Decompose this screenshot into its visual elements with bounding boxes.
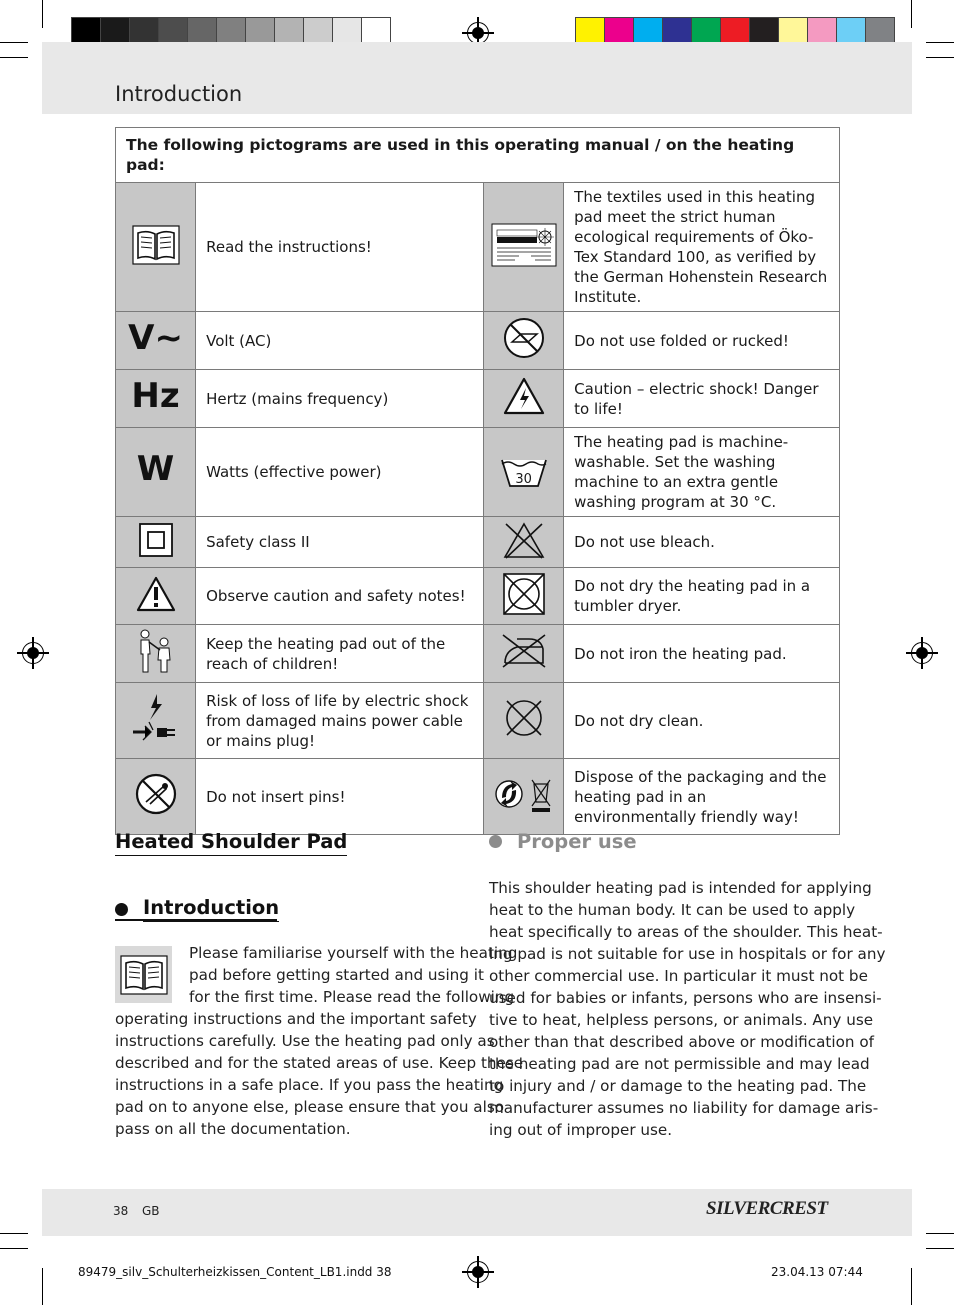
- pictogram-description: Do not use folded or rucked!: [564, 312, 840, 370]
- product-title: Heated Shoulder Pad: [115, 830, 347, 856]
- proper-use-paragraph-line: other commercial use. In particular it must not be: [489, 967, 868, 985]
- registration-mark-icon: [467, 22, 489, 44]
- table-row: [116, 370, 840, 428]
- no-pins-icon: [116, 759, 196, 835]
- no-iron-icon: [484, 625, 564, 683]
- table-row: [116, 183, 840, 312]
- damaged-cable-icon: [116, 683, 196, 759]
- intro-paragraph-line: Please familiarise yourself with the heating: [189, 944, 518, 962]
- proper-use-paragraph-line: other than that described above or modification of: [489, 1033, 874, 1051]
- crop-mark: [926, 1248, 954, 1249]
- crop-mark: [911, 0, 912, 28]
- crop-mark: [926, 57, 954, 58]
- page-title: Introduction: [115, 82, 243, 106]
- proper-use-paragraph-line: ing pad is not suitable for use in hospitals or for any: [489, 945, 886, 963]
- intro-paragraph-line: instructions in a safe place. If you pass the heating: [115, 1076, 504, 1094]
- crop-mark: [926, 42, 954, 43]
- intro-paragraph-line: instructions carefully. Use the heating pad only as: [115, 1032, 495, 1050]
- bullet-icon: [489, 835, 502, 848]
- pictogram-table: [115, 127, 840, 835]
- proper-use-paragraph-line: the heating pad are not permissible and may lead: [489, 1055, 870, 1073]
- registration-mark-icon: [467, 1261, 489, 1283]
- keep-from-children-icon: [116, 625, 196, 683]
- hertz-icon: Hz: [116, 370, 196, 428]
- safety-class-ii-icon: [116, 517, 196, 568]
- proper-use-paragraph-line: ing out of improper use.: [489, 1121, 673, 1139]
- table-heading: The following pictograms are used in this operating manual / on the heating pad:: [116, 128, 840, 183]
- table-row: [116, 428, 840, 517]
- crop-mark: [0, 42, 28, 43]
- table-row: [116, 312, 840, 370]
- pictogram-description: Risk of loss of life by electric shock from damaged mains power cable or mains plug!: [196, 683, 484, 759]
- crop-mark: [42, 0, 43, 28]
- bullet-icon: [115, 903, 128, 916]
- proper-use-paragraph-line: tive to heat, helpless persons, or animals. Any use: [489, 1011, 874, 1029]
- intro-heading: Introduction: [115, 896, 279, 922]
- table-row: [116, 683, 840, 759]
- slug-date: 23.04.13 07:44: [771, 1265, 863, 1279]
- slug-filename: 89479_silv_Schulterheizkissen_Content_LB1.indd 38: [78, 1265, 392, 1279]
- no-folding-icon: [484, 312, 564, 370]
- pictogram-description: Do not iron the heating pad.: [564, 625, 840, 683]
- table-row: [116, 517, 840, 568]
- crop-mark: [0, 1233, 28, 1234]
- proper-use-paragraph-line: heat to the human body. It can be used to apply: [489, 901, 856, 919]
- pictogram-description: The textiles used in this heating pad meet the strict human ecological requirements of Öko-Tex Standard 100, as verified by the German Hohenstein Research Institute.: [564, 183, 840, 312]
- volt-ac-icon: V~: [116, 312, 196, 370]
- proper-use-paragraph-line: manufacturer assumes no liability for damage aris-: [489, 1099, 879, 1117]
- watts-icon: W: [116, 428, 196, 517]
- registration-mark-icon: [911, 642, 933, 664]
- pictogram-description: Safety class II: [196, 517, 484, 568]
- book-icon: [116, 183, 196, 312]
- recycle-dispose-icon: [484, 759, 564, 835]
- pictogram-description: Hertz (mains frequency): [196, 370, 484, 428]
- crop-mark: [911, 1268, 912, 1305]
- intro-paragraph-line: pad before getting started and using it: [189, 966, 484, 984]
- table-row: [116, 568, 840, 625]
- pictogram-description: Do not dry the heating pad in a tumbler dryer.: [564, 568, 840, 625]
- crop-mark: [926, 1233, 954, 1234]
- intro-paragraph-line: described and for the stated areas of use. Keep these: [115, 1054, 524, 1072]
- intro-paragraph-line: pass on all the documentation.: [115, 1120, 351, 1138]
- caution-triangle-icon: [116, 568, 196, 625]
- electric-shock-warning-icon: [484, 370, 564, 428]
- intro-paragraph-line: pad on to anyone else, please ensure that you also: [115, 1098, 505, 1116]
- proper-use-paragraph-line: to injury and / or damage to the heating pad. The: [489, 1077, 867, 1095]
- oeko-tex-label-icon: [484, 183, 564, 312]
- pictogram-description: Do not insert pins!: [196, 759, 484, 835]
- registration-mark-icon: [22, 642, 44, 664]
- pictogram-description: Observe caution and safety notes!: [196, 568, 484, 625]
- intro-paragraph-line: operating instructions and the important safety: [115, 1010, 477, 1028]
- proper-use-paragraph-line: heat specifically to areas of the shoulder. This heat-: [489, 923, 883, 941]
- intro-paragraph-line: for the first time. Please read the following: [189, 988, 515, 1006]
- book-icon: [115, 946, 172, 1003]
- proper-use-paragraph-line: This shoulder heating pad is intended for applying: [489, 879, 872, 897]
- table-row: [116, 625, 840, 683]
- page-number: 38: [113, 1204, 129, 1218]
- pictogram-description: Dispose of the packaging and the heating pad in an environmentally friendly way!: [564, 759, 840, 835]
- pictogram-description: Caution – electric shock! Danger to life!: [564, 370, 840, 428]
- wash-temperature: 30: [515, 472, 532, 488]
- washtub-30-icon: [484, 428, 564, 517]
- brand-logo: SILVERCREST: [706, 1198, 828, 1219]
- proper-use-paragraph-line: used for babies or infants, persons who are insensi-: [489, 989, 882, 1007]
- pictogram-description: Do not use bleach.: [564, 517, 840, 568]
- crop-mark: [0, 1248, 28, 1249]
- pictogram-description: Volt (AC): [196, 312, 484, 370]
- no-dry-clean-icon: [484, 683, 564, 759]
- pictogram-description: Watts (effective power): [196, 428, 484, 517]
- pictogram-description: The heating pad is machine-washable. Set the washing machine to an extra gentle washing program at 30 °C.: [564, 428, 840, 517]
- crop-mark: [42, 1268, 43, 1305]
- heading-underline: [115, 919, 277, 921]
- proper-use-heading: Proper use: [489, 830, 637, 853]
- pictogram-description: Keep the heating pad out of the reach of children!: [196, 625, 484, 683]
- pictogram-description: Read the instructions!: [196, 183, 484, 312]
- language-code: GB: [142, 1204, 160, 1218]
- pictogram-description: Do not dry clean.: [564, 683, 840, 759]
- table-row: [116, 759, 840, 835]
- no-tumble-dry-icon: [484, 568, 564, 625]
- no-bleach-icon: [484, 517, 564, 568]
- crop-mark: [0, 57, 28, 58]
